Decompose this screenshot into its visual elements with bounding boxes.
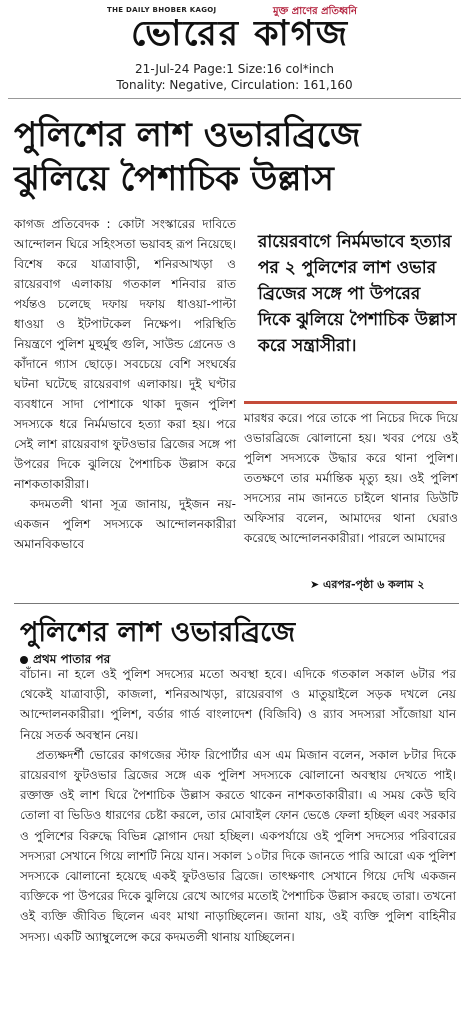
clipping-meta-page-size: 21-Jul-24 Page:1 Size:16 col*inch — [135, 62, 334, 76]
left-column-paragraph-2: কদমতলী থানা সূত্র জানায়, দুইজন নয়- একজন পুলিশ সদস্যকে আন্দোলনকারীরা অমানবিকভাবে — [14, 497, 236, 551]
left-column-paragraph-1: কাগজ প্রতিবেদক : কোটা সংস্কারের দাবিতে আন্দোলন ঘিরে সহিংসতা ভয়াবহ রূপ নিয়েছে। বিশেষ করে যাত্রাবাড়ী, শনিরআখড়া ও রায়েরবাগ এলাকায় গতকাল শনিবার রাত পর্যন্তও চলেছে দফায় দফায় ধাওয়া-পাল্টা ধাওয়া ও ইটপাটকেল নিক্ষেপ। পরিস্থিতি নিয়ন্ত্রণে পুলিশ মুহুর্মুহু গুলি, সাউন্ড গ্রেনেড ও কাঁদানে গ্যাস ছোড়ে। সবচেয়ে বেশি সংঘর্ষের ঘটনা ঘটেছে রায়েরবাগ এলাকায়। দুই ঘণ্টার ব্যবধানে সাদা পোশাকে থাকা দুজন পুলিশ সদস্যকে ধরে নির্মমভাবে হত্যা করা হয়। পরে সেই লাশ রায়েরবাগ ফুটওভার ব্রিজের সঙ্গে পা উপরের দিকে ঝুলিয়ে পৈশাচিক উল্লাস করে নাশকতাকারীরা। — [14, 217, 236, 491]
main-headline: পুলিশের লাশ ওভারব্রিজে ঝুলিয়ে পৈশাচিক উল্লাস — [14, 115, 361, 199]
divider — [8, 98, 461, 99]
continued-on-page-6: ➤ এরপর-পৃষ্ঠা ৬ কলাম ২ — [310, 578, 425, 591]
masthead-tagline: মুক্ত প্রাণের প্রতিধ্বনি — [273, 6, 358, 17]
section-divider — [14, 603, 459, 604]
clipping-meta-tonality: Tonality: Negative, Circulation: 161,160 — [116, 78, 353, 92]
continued-from-text: প্রথম পাতার পর — [33, 652, 111, 666]
masthead-title: ভোরের কাগজ — [130, 14, 350, 54]
second-article-body — [20, 664, 456, 947]
article-left-column — [14, 214, 236, 554]
pull-quote-rule — [244, 401, 457, 404]
article-right-column: মারধর করে। পরে তাকে পা নিচের দিকে দিয়ে ওভারব্রিজে ঝোলানো হয়। খবর পেয়ে ওই পুলিশ সদস্যকে উদ্ধার করে থানা পুলিশ। ততক্ষণে তার মর্মান্তিক মৃত্যু হয়। ওই পুলিশ সদস্যের নাম জানতে চাইলে থানার ডিউটি অফিসার বলেন, আমাদের থানা ঘেরাও করেছে আন্দোলনকারীরা। পারলে আমাদের — [244, 411, 458, 545]
bullet-icon — [20, 656, 28, 664]
pull-quote: রায়েরবাগে নির্মমভাবে হত্যার পর ২ পুলিশের লাশ ওভার ব্রিজের সঙ্গে পা উপরের দিকে ঝুলিয়ে পৈশাচিক উল্লাস করে সন্ত্রাসীরা। — [258, 232, 457, 356]
masthead — [0, 0, 469, 62]
masthead-english-name: THE DAILY BHOBER KAGOJ — [107, 6, 217, 14]
second-article-paragraph-1: বাঁচান। না হলে ওই পুলিশ সদস্যের মতো অবস্থা হবে। এদিকে গতকাল সকাল ৬টার পর থেকেই যাত্রাবাড়ী, কাজলা, শনিরআখড়া, রায়েরবাগ ও মাতুয়াইলে সড়ক দখলে নেয় আন্দোলনকারীরা। পুলিশ, বর্ডার গার্ড বাংলাদেশ (বিজিবি) ও র‌্যাব সদস্যরা সাঁজোয়া যান নিয়ে সতর্ক অবস্থান নেয়। — [20, 667, 456, 742]
second-headline: পুলিশের লাশ ওভারব্রিজে — [20, 617, 296, 648]
second-article-paragraph-2: প্রত্যক্ষদর্শী ভোরের কাগজের স্টাফ রিপোর্টার এস এম মিজান বলেন, সকাল ৮টার দিকে রায়েরবাগ ফুটওভার ব্রিজের সঙ্গে এক পুলিশ সদস্যকে ঝোলানো অবস্থায় দেখতে পাই। রক্তাক্ত ওই লাশ ঘিরে পৈশাচিক উল্লাস করতে থাকেন নাশকতাকারীরা। এ সময় কেউ ছবি তোলা বা ভিডিও ধারণের চেষ্টা করলে, তার মোবাইল ফোন ভেঙে ফেলা হচ্ছিল এবং সরকার ও পুলিশের বিরুদ্ধে বিভিন্ন স্লোগান দেয়া হচ্ছিল। একপর্যায়ে ওই পুলিশ সদস্যের পরিবারের সদস্যরা সেখানে গিয়ে লাশটি নিয়ে যান। সকাল ১০টার দিকে জানতে পারি আরো এক পুলিশ সদস্যকে ঝোলানো হয়েছে একই ফুটওভার ব্রিজে। তাৎক্ষণাৎ সেখানে গিয়ে দেখি একজন ব্যক্তিকে পা উপরের দিকে ঝুলিয়ে রেখে আগের মতোই পৈশাচিক উল্লাস করছে তারা। তখনো ওই ব্যক্তি জীবিত ছিলেন এবং মাথা নাড়াচ্ছিলেন। জানা যায়, ওই ব্যক্তি পুলিশ বাহিনীর সদস্য। একটি অ্যাম্বুলেন্সে করে কদমতলী থানায় যাচ্ছিলেন। — [20, 747, 456, 944]
